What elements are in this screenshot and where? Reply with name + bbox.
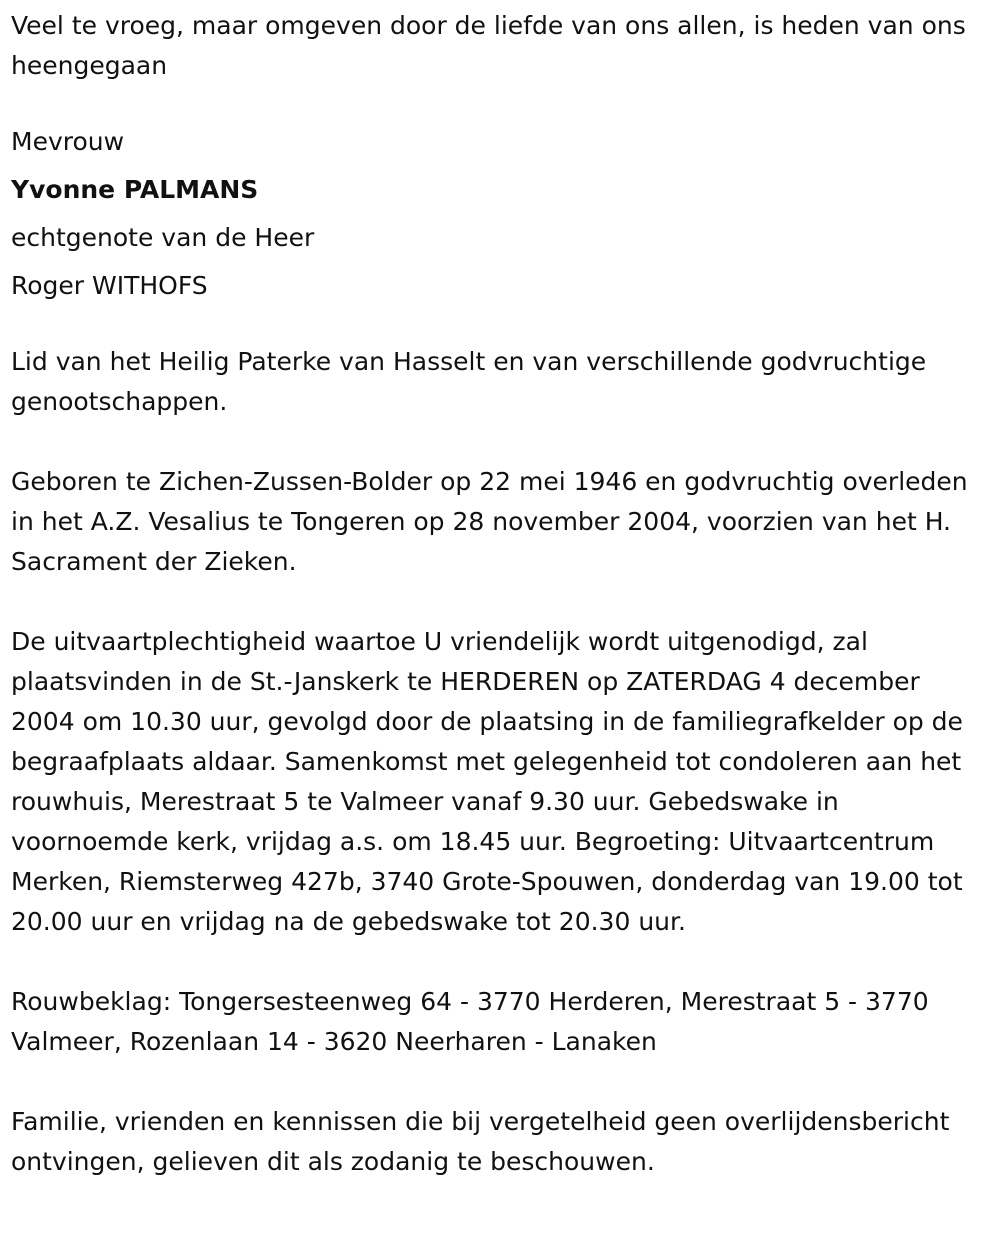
birth-death-paragraph: Geboren te Zichen-Zussen-Bolder op 22 mei 1946 en godvruchtig overleden in het A.Z. Vesalius te Tongeren op 28 november 2004, voorzien van het H. Sacrament der Zieken. bbox=[11, 467, 968, 576]
salutation: Mevrouw bbox=[11, 127, 125, 156]
spacer bbox=[11, 310, 991, 342]
spouse-intro: echtgenote van de Heer bbox=[11, 223, 315, 252]
spouse-name: Roger WITHOFS bbox=[11, 271, 208, 300]
spacer bbox=[11, 582, 991, 622]
death-notice bbox=[11, 6, 991, 1182]
closing-paragraph: Familie, vrienden en kennissen die bij vergetelheid geen overlijdensbericht ontvingen, gelieven dit als zodanig te beschouwen. bbox=[11, 1107, 950, 1176]
membership-paragraph: Lid van het Heilig Paterke van Hasselt en van verschillende godvruchtige genootschappen. bbox=[11, 347, 927, 416]
spacer bbox=[11, 422, 991, 462]
spacer bbox=[11, 942, 991, 982]
deceased-name: Yvonne PALMANS bbox=[11, 175, 259, 204]
condolences-paragraph: Rouwbeklag: Tongersesteenweg 64 - 3770 Herderen, Merestraat 5 - 3770 Valmeer, Rozenlaan 14 - 3620 Neerharen - Lanaken bbox=[11, 987, 929, 1056]
funeral-paragraph: De uitvaartplechtigheid waartoe U vriendelijk wordt uitgenodigd, zal plaatsvinden in de St.-Janskerk te HERDEREN op ZATERDAG 4 december 2004 om 10.30 uur, gevolgd door de plaatsing in de familiegrafkelder op de begraafplaats aldaar. Samenkomst met gelegenheid tot condoleren aan het rouwhuis, Merestraat 5 te Valmeer vanaf 9.30 uur. Gebedswake in voornoemde kerk, vrijdag a.s. om 18.45 uur. Begroeting: Uitvaartcentrum Merken, Riemsterweg 427b, 3740 Grote-Spouwen, donderdag van 19.00 tot 20.00 uur en vrijdag na de gebedswake tot 20.30 uur. bbox=[11, 627, 963, 936]
intro-paragraph: Veel te vroeg, maar omgeven door de liefde van ons allen, is heden van ons heengegaan bbox=[11, 11, 966, 80]
spacer bbox=[11, 1062, 991, 1102]
